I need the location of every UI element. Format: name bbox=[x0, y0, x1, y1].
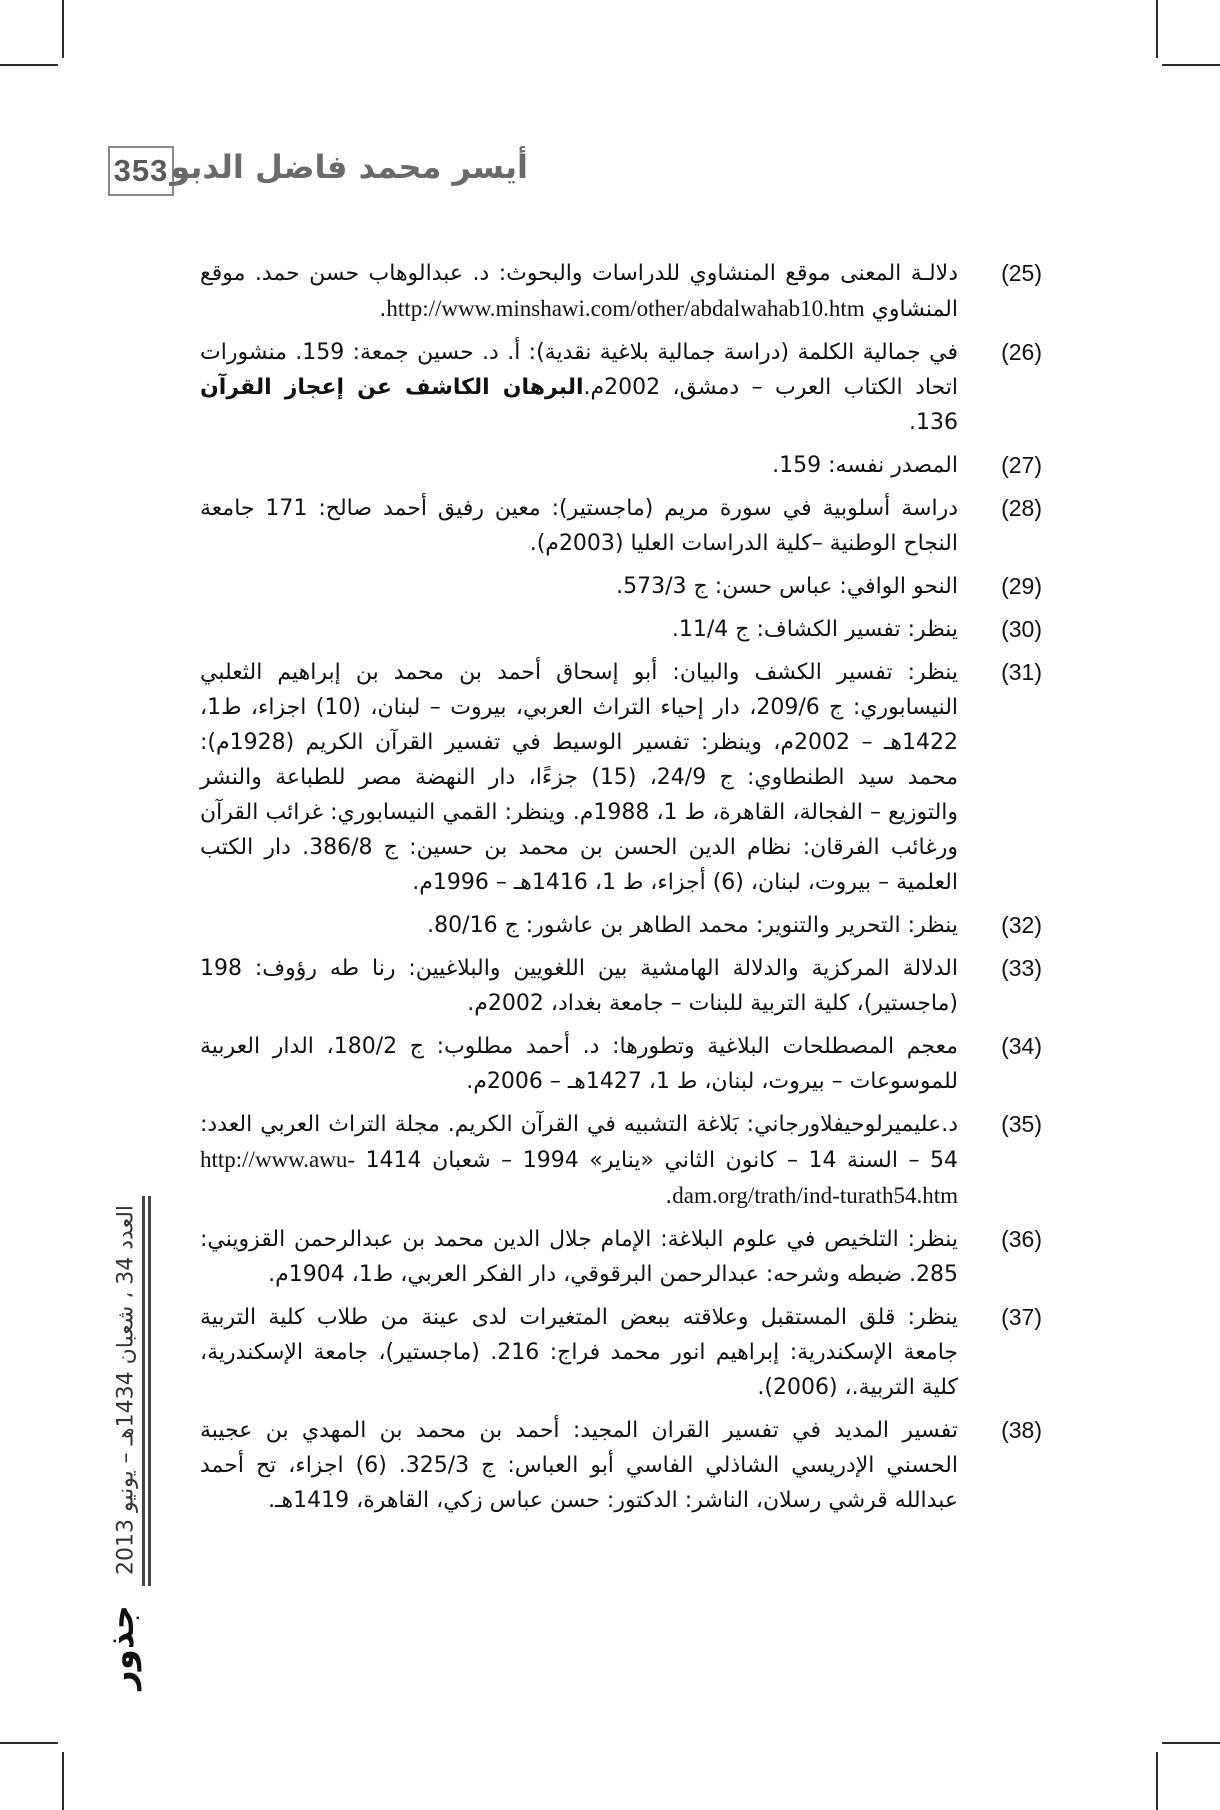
footnote-text bbox=[200, 1413, 958, 1518]
footnote-text-part: تفسير المديد في تفسير القران المجيد: أحمد بن محمد بن المهدي بن عجيبة الحسني الإدريسي الشاذلي الفاسي أبو العباس: ج 325/3. (6) اجزاء، تح أحمد عبدالله قرشي رسلان، الناشر: الدكتور: حسن عباس زكي، القاهرة، 1419هـ. bbox=[200, 1418, 958, 1513]
footnote-item bbox=[200, 1413, 1042, 1518]
footnote-item bbox=[200, 1300, 1042, 1405]
footnote-text bbox=[200, 1300, 958, 1405]
footnote-text bbox=[200, 951, 958, 1021]
footnote-text-part: . bbox=[379, 297, 387, 322]
crop-mark bbox=[62, 1752, 64, 1810]
page-number: 353 bbox=[108, 146, 174, 196]
crop-mark bbox=[0, 64, 58, 66]
footnote-text-part: د.عليميرلوحيفلاورجاني: بَلاغة التشبيه في القرآن الكريم. مجلة التراث العربي العدد: 54 – السنة 14 – كانون الثاني «يناير» 1994 – شعبان 1414 bbox=[200, 1112, 959, 1173]
footnote-item bbox=[200, 1107, 1042, 1214]
crop-mark bbox=[0, 1742, 58, 1744]
footnote-number: (30) bbox=[1001, 616, 1042, 642]
footnote-text bbox=[200, 612, 958, 647]
footnote-number: (36) bbox=[1001, 1226, 1042, 1252]
divider bbox=[148, 1196, 151, 1586]
footnote-item bbox=[200, 908, 1042, 943]
footnote-text bbox=[200, 448, 958, 483]
footnote-number: (32) bbox=[1001, 912, 1042, 938]
footnote-text bbox=[200, 1107, 958, 1214]
footnote-number: (34) bbox=[1001, 1033, 1042, 1059]
issue-info: العدد 34 ، شعبان 1434هـ – يونيو 2013 bbox=[113, 1204, 139, 1576]
author-name: أيسر محمد فاضل الدبو bbox=[170, 148, 528, 186]
footnote-item bbox=[200, 335, 1042, 440]
footnote-text-part: ينظر: التحرير والتنوير: محمد الطاهر بن عاشور: ج 80/16. bbox=[427, 913, 958, 938]
footnote-item bbox=[200, 569, 1042, 604]
running-head-author bbox=[170, 148, 528, 186]
crop-mark bbox=[1162, 64, 1220, 66]
footnote-text-part: المصدر نفسه: 159. bbox=[772, 453, 958, 478]
footnote-number: (38) bbox=[1001, 1417, 1042, 1443]
footnote-item bbox=[200, 951, 1042, 1021]
footnote-item bbox=[200, 612, 1042, 647]
footnote-item bbox=[200, 655, 1042, 900]
footnote-item bbox=[200, 491, 1042, 561]
footnote-text-part: دراسة أسلوبية في سورة مريم (ماجستير): معين رفيق أحمد صالح: 171 جامعة النجاح الوطنية –كلية الدراسات العليا (2003م). bbox=[200, 496, 958, 556]
crop-mark bbox=[62, 0, 64, 58]
footnote-text-part: ينظر: تفسير الكشف والبيان: أبو إسحاق أحمد بن محمد بن إبراهيم الثعلبي النيسابوري: ج 209/6، دار إحياء التراث العربي، بيروت – لبنان، (10) اجزاء، ط1، 1422هـ – 2002م، وينظر: تفسير الوسيط في تفسير القرآن الكريم (1928م): محمد سيد الطنطاوي: ج 24/9، (15) جزءًا، دار النهضة مصر للطباعة والنشر والتوزيع – الفجالة، القاهرة، ط 1، 1988م. وينظر: القمي النيسابوري: غرائب القرآن ورغائب الفرقان: نظام الدين الحسن بن محمد بن حسين: ج 386/8. دار الكتب العلمية – بيروت، لبنان، (6) أجزاء، ط 1، 1416هـ – 1996م. bbox=[200, 660, 959, 895]
crop-mark bbox=[1162, 1742, 1220, 1744]
footnote-text bbox=[200, 655, 958, 900]
footnote-number: (31) bbox=[1001, 659, 1042, 685]
footnote-text bbox=[200, 491, 958, 561]
journal-logo: جذور bbox=[102, 1605, 142, 1690]
footnote-text-part: 136. bbox=[909, 410, 958, 435]
footnote-item bbox=[200, 448, 1042, 483]
footnote-text-part: النحو الوافي: عباس حسن: ج 573/3. bbox=[616, 574, 958, 599]
footnote-number: (26) bbox=[1001, 339, 1042, 365]
divider bbox=[142, 1196, 145, 1586]
footnote-number: (29) bbox=[1001, 573, 1042, 599]
issue-sidebar bbox=[108, 1170, 144, 1610]
footnote-text-part: ينظر: التلخيص في علوم البلاغة: الإمام جلال الدين محمد بن عبدالرحمن القزويني: 285. ضبطه وشرحه: عبدالرحمن البرقوقي، دار الفكر العربي، ط1، 1904م. bbox=[200, 1227, 958, 1287]
footnote-number: (33) bbox=[1001, 955, 1042, 981]
reference-url: http://www.awu-dam.org/trath/ind-turath54.htm bbox=[200, 1147, 958, 1208]
footnote-text bbox=[200, 256, 958, 327]
footnote-text bbox=[200, 335, 958, 440]
footnote-text bbox=[200, 569, 958, 604]
footnote-text-part: في جمالية الكلمة (دراسة جمالية بلاغية نقدية): أ. د. حسين جمعة: 159. منشورات اتحاد الكتاب العرب – دمشق، 2002م. bbox=[200, 340, 958, 400]
crop-mark bbox=[1156, 0, 1158, 58]
footnote-number: (37) bbox=[1001, 1304, 1042, 1330]
footnote-number: (35) bbox=[1001, 1111, 1042, 1137]
reference-url: http://www.minshawi.com/other/abdalwahab10.htm bbox=[386, 296, 865, 321]
footnote-text-part: معجم المصطلحات البلاغية وتطورها: د. أحمد مطلوب: ج 180/2، الدار العربية للموسوعات – بيروت، لبنان، ط 1، 1427هـ – 2006م. bbox=[200, 1034, 958, 1094]
book-title: البرهان الكاشف عن إعجاز القرآن bbox=[200, 375, 584, 400]
footnote-text-part: . bbox=[665, 1184, 673, 1209]
footnote-text-part: ينظر: قلق المستقبل وعلاقته ببعض المتغيرات لدى عينة من طلاب كلية التربية جامعة الإسكندرية: إبراهيم انور محمد فراج: 216. (ماجستير)، جامعة الإسكندرية، كلية التربية.، (2006). bbox=[200, 1305, 959, 1400]
footnote-text-part: ينظر: تفسير الكشاف: ج 11/4. bbox=[671, 617, 958, 642]
footnote-number: (28) bbox=[1001, 495, 1042, 521]
footnote-text bbox=[200, 908, 958, 943]
footnote-item bbox=[200, 1222, 1042, 1292]
footnote-number: (27) bbox=[1001, 452, 1042, 478]
footnote-text-part: دلالـة المعنى موقع المنشاوي للدراسات والبحوث: د. عبدالوهاب حسن حمد. موقع المنشاوي bbox=[200, 261, 958, 322]
footnote-number: (25) bbox=[1001, 260, 1042, 286]
footnote-text bbox=[200, 1029, 958, 1099]
crop-mark bbox=[1156, 1752, 1158, 1810]
footnote-item bbox=[200, 256, 1042, 327]
footnote-text bbox=[200, 1222, 958, 1292]
footnote-text-part: الدلالة المركزية والدلالة الهامشية بين اللغويين والبلاغيين: رنا طه رؤوف: 198 (ماجستير)، كلية التربية للبنات – جامعة بغداد، 2002م. bbox=[200, 956, 958, 1016]
footnote-item bbox=[200, 1029, 1042, 1099]
footnote-list bbox=[200, 256, 1042, 1526]
